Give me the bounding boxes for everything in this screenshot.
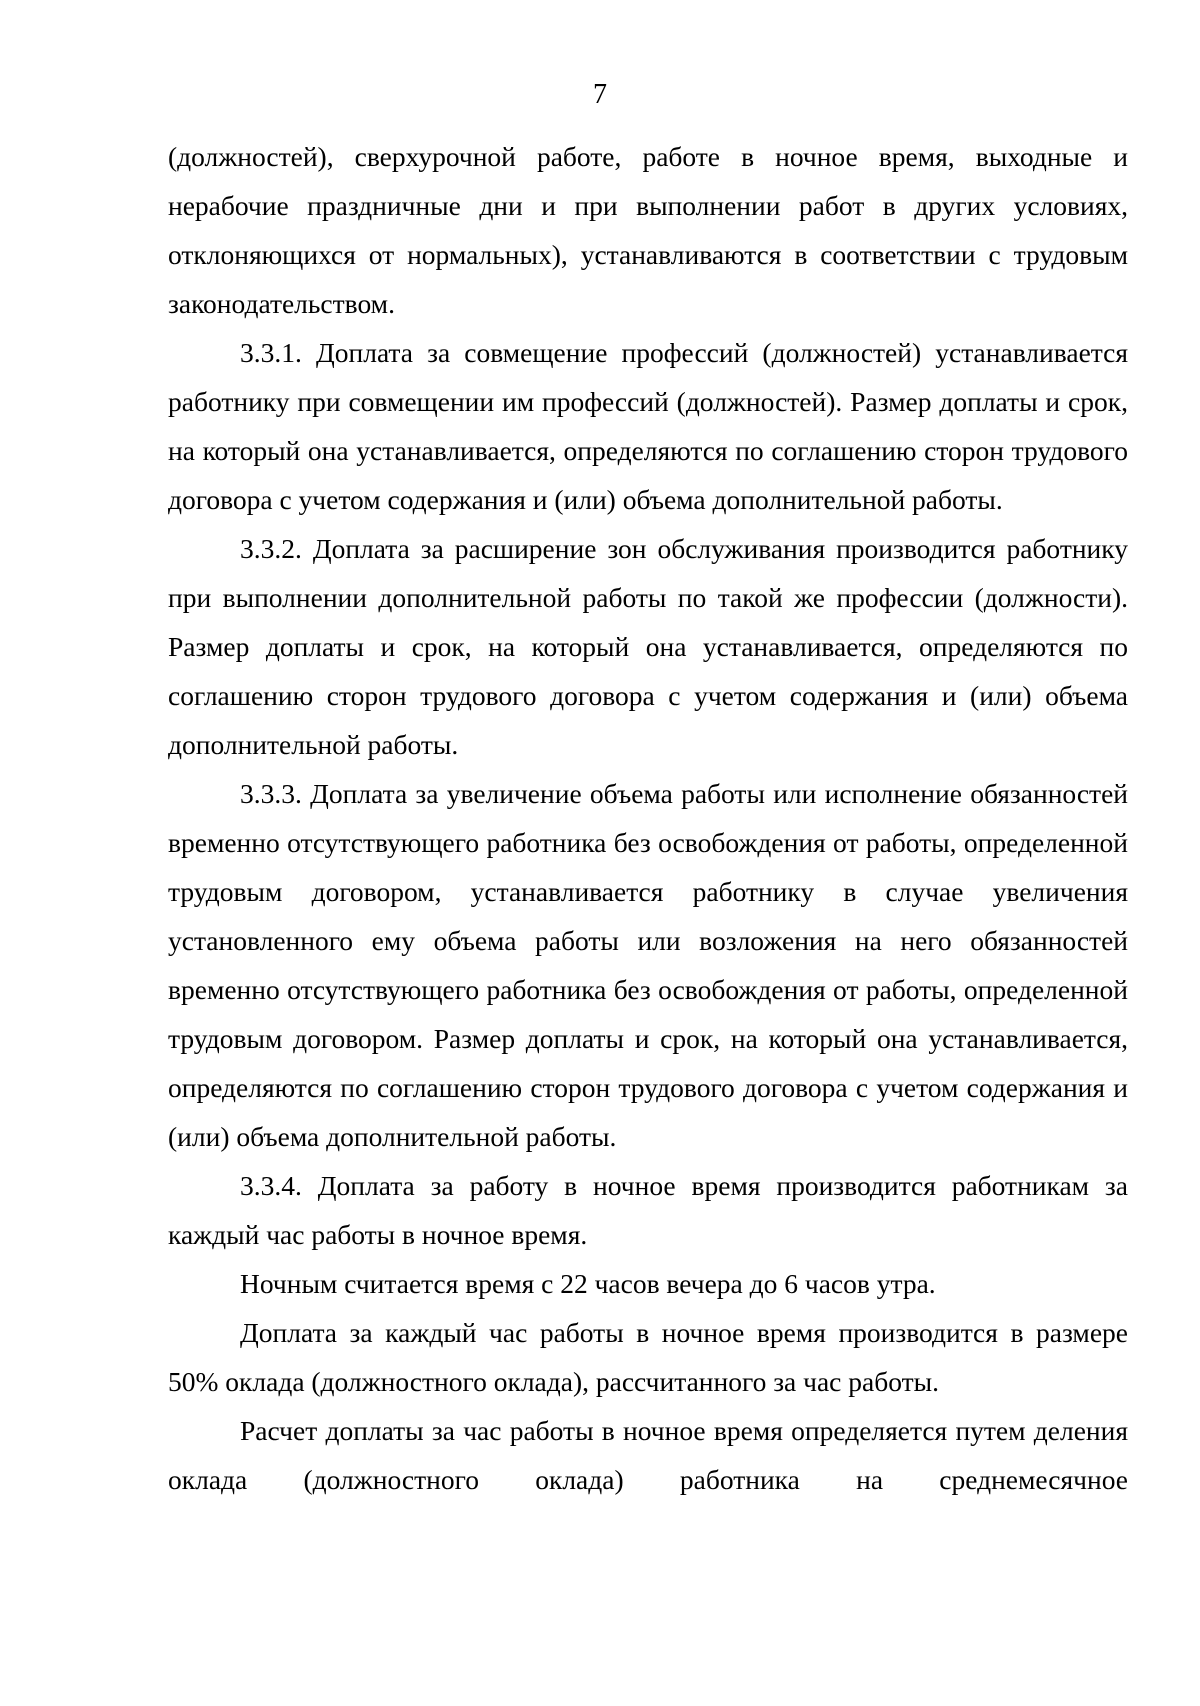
- paragraph-night-pay-calculation: Расчет доплаты за час работы в ночное время определяется путем деления оклада (должностного оклада) работника на среднемесячное: [168, 1415, 1128, 1495]
- paragraph-night-pay-rate: Доплата за каждый час работы в ночное время производится в размере 50% оклада (должностного оклада), рассчитанного за час работы.: [168, 1317, 1128, 1397]
- document-body: [168, 132, 1128, 1504]
- paragraph-3-3-2: 3.3.2. Доплата за расширение зон обслуживания производится работнику при выполнении дополнительной работы по такой же профессии (должности). Размер доплаты и срок, на который она устанавливается, определяются по соглашению сторон трудового договора с учетом содержания и (или) объема дополнительной работы.: [168, 533, 1128, 760]
- paragraph-3-3-1: 3.3.1. Доплата за совмещение профессий (должностей) устанавливается работнику при совмещении им профессий (должностей). Размер доплаты и срок, на который она устанавливается, определяются по соглашению сторон трудового договора с учетом содержания и (или) объема дополнительной работы.: [168, 337, 1128, 515]
- paragraph-3-3-4: 3.3.4. Доплата за работу в ночное время производится работникам за каждый час работы в ночное время.: [168, 1170, 1128, 1250]
- paragraph-continuation: (должностей), сверхурочной работе, работе в ночное время, выходные и нерабочие праздничные дни и при выполнении работ в других условиях, отклоняющихся от нормальных), устанавливаются в соответствии с трудовым законодательством.: [168, 141, 1128, 319]
- page-number: 7: [593, 79, 607, 110]
- paragraph-3-3-3: 3.3.3. Доплата за увеличение объема работы или исполнение обязанностей временно отсутствующего работника без освобождения от работы, определенной трудовым договором, устанавливается работнику в случае увеличения установленного ему объема работы или возложения на него обязанностей временно отсутствующего работника без освобождения от работы, определенной трудовым договором. Размер доплаты и срок, на который она устанавливается, определяются по соглашению сторон трудового договора с учетом содержания и (или) объема дополнительной работы.: [168, 778, 1128, 1152]
- paragraph-night-time-definition: Ночным считается время с 22 часов вечера до 6 часов утра.: [240, 1268, 936, 1299]
